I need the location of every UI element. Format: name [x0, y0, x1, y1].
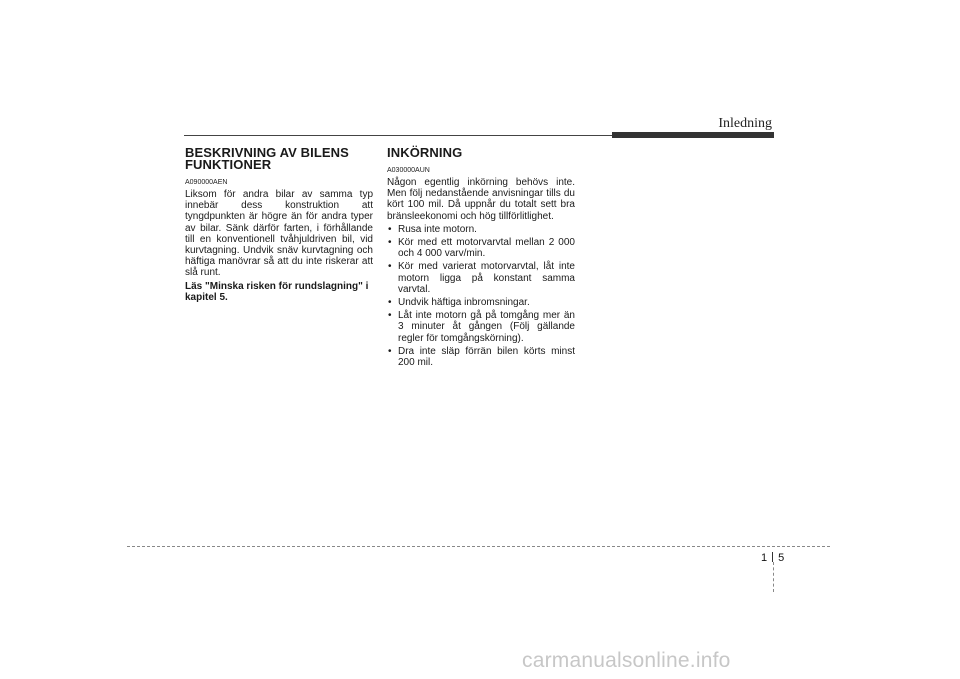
page-num: 5 — [778, 552, 785, 564]
intro-paragraph: Någon egentlig inkörning behövs inte. Men följ nedanstående anvisningar tills du kört 100 mil. Då uppnår du totalt sett bra bränsleekonomi och hög tillförlitlighet. — [387, 177, 575, 222]
footer-tick — [773, 562, 774, 592]
list-item: • Låt inte motorn gå på tomgång mer än 3 minuter åt gången (Följ gällande regler för tomgångskörning). — [388, 310, 575, 344]
bullet-icon: • — [388, 345, 392, 357]
instruction-list — [387, 224, 575, 368]
body-paragraph: Liksom för andra bilar av samma typ innebär dess konstruktion att tyngdpunkten är högre än för andra typer av bilar. Sänk därför farten, i förhållande till en konventionell tvåhjuldriven bil, vid kurvtagning. Undvik snäv kurvtagning och häftiga manövrar så att du inte riskerar att slå runt. — [185, 189, 373, 279]
bullet-icon: • — [388, 237, 392, 249]
list-item: • Kör med varierat motorvarvtal, låt inte motorn ligga på konstant samma varvtal. — [388, 261, 575, 295]
footer-rule — [127, 546, 830, 547]
section-heading-running-in: INKÖRNING — [387, 145, 463, 160]
heading-line-1: BESKRIVNING AV BILENS — [185, 145, 349, 160]
list-item: • Dra inte släp förrän bilen körts minst 200 mil. — [388, 345, 575, 369]
section-code: A030000AUN — [387, 167, 430, 174]
bullet-icon: • — [388, 223, 392, 235]
list-item: • Undvik häftiga inbromsningar. — [388, 297, 530, 309]
heading-line-2: FUNKTIONER — [185, 157, 272, 172]
chapter-number: 1 — [761, 552, 768, 564]
right-column — [387, 147, 575, 370]
section-code: A090000AEN — [185, 179, 228, 186]
list-item: • Kör med ett motorvarvtal mellan 2 000 och 4 000 varv/min. — [388, 237, 575, 260]
reference-note: Läs "Minska risken för rundslagning" i kapitel 5. — [185, 280, 369, 303]
chapter-title: Inledning — [718, 116, 772, 131]
left-column — [185, 147, 373, 313]
header-accent-bar — [612, 132, 774, 138]
list-item: • Rusa inte motorn. — [388, 223, 477, 235]
watermark: carmanualsonline.info — [522, 649, 731, 672]
section-heading-description — [185, 147, 373, 171]
bullet-icon: • — [388, 261, 392, 273]
bullet-icon: • — [388, 310, 392, 322]
page-separator — [772, 552, 773, 562]
bullet-icon: • — [388, 297, 392, 309]
